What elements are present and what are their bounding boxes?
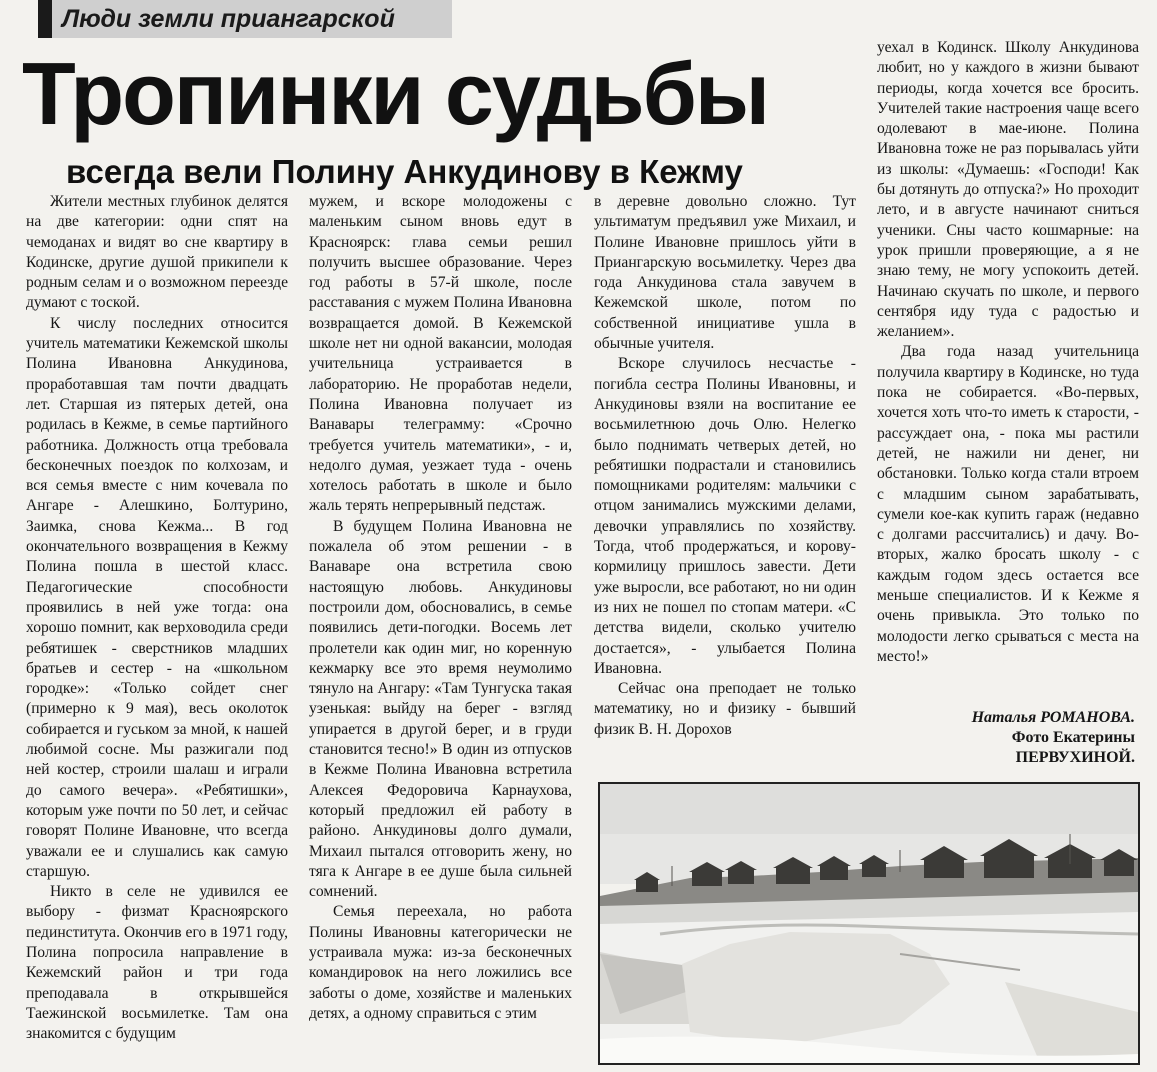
author-signature: Наталья РОМАНОВА. <box>971 709 1135 726</box>
photographer-name: ПЕРВУХИНОЙ. <box>1015 749 1135 766</box>
village-winter-photo <box>598 782 1140 1065</box>
article-headline: Тропинки судьбы <box>22 44 769 143</box>
paragraph: Семья переехала, но работа Полины Ивановны категорически не устраивала мужа: из-за бесконечных командировок на него ложились все заботы о доме, хозяйстве и маленьких детях, а одному справиться с этим <box>309 903 572 1022</box>
paragraph: К числу последних относится учитель математики Кежемской школы Полина Ивановна Анкудинова, проработавшая там почти двадцать лет. Старшая из пятерых детей, она родилась в Кежме, в семье партийного работника. Должность отца требовала бесконечных поездок по колхозам, и вся семья вместе с ним кочевала по Ангаре - Алешкино, Болтурино, Заимка, снова Кежма... В год окончательного возвращения в Кежму Полина пошла в шестой класс. Педагогические способности проявились в ней уже тогда: она хорошо помнит, как верховодила среди ребятишек - сверстников младших братьев и сестер - на «школьном городке»: «Только сойдет снег (примерно к 9 мая), весь околоток собирается и гуськом за мной, к нашей любимой сосне. Мы разжигали под ней костер, строили шалаш и играли до самого вечера». «Ребятишки», которым уже почти по 50 лет, и сейчас говорят Полине Ивановне, что всегда уважали ее и слушались как самую старшую. <box>26 314 288 880</box>
paragraph: В будущем Полина Ивановна не пожалела об этом решении - в Ванаваре она встретила свою настоящую любовь. Анкудиновы построили дом, обосновались, в семье появились дети-погодки. Восемь лет пролетели как один миг, но коренную кежмарку все это время неумолимо тянуло на Ангару: «Там Тунгуска такая узенькая: выйду на берег - взгляд упирается в другой берег, и в груди становится тесно!» В один из отпусков в Кежме Полина Ивановна встретила Алексея Федоровича Карнаухова, который предложил ей работу в районо. Анкудиновы долго думали, Михаил пытался отговорить жену, но тяга к Ангаре в ее душе была сильней сомнений. <box>309 517 572 901</box>
paragraph: в деревне довольно сложно. Тут ультиматум предъявил уже Михаил, и Полине Ивановне пришлось уйти в Приангарскую восьмилетку. Через два года Анкудинова стала завучем в Кежемской школе, потом по собственной инициативе ушла в обычные учителя. <box>594 193 856 353</box>
photo-credit: Фото Екатерины <box>1011 729 1135 746</box>
paragraph: Жители местных глубинок делятся на две категории: одни спят на чемоданах и видят во сне квартиру в Кодинске, другие душой прикипели к родным селам и о возможном переезде думают с тоской. <box>26 193 288 312</box>
section-rubric: Люди земли приангарской <box>38 0 452 38</box>
paragraph: Никто в селе не удивился ее выбору - физмат Красноярского пединститута. Окончив его в 1971 году, Полина попросила направление в Кежемский район и три года преподавала в открывшейся Таежинской восьмилетке. Там она знакомится с будущим <box>26 883 288 1043</box>
paragraph: Вскоре случилось несчастье - погибла сестра Полины Ивановны, и Анкудиновы взяли на воспитание ее восьмилетнюю дочь Олю. Нелегко было поднимать четверых детей, но ребятишки подрастали и становились помощниками родителям: мальчики с отцом занимались мужскими делами, девочки управлялись по хозяйству. Тогда, чтоб продержаться, и корову-кормилицу пришлось завести. Дети уже выросли, все работают, но ни один из них не пошел по стопам матери. «С детства видели, сколько учителю достается», - улыбается Полина Ивановна. <box>594 355 856 677</box>
text-column-3 <box>594 192 856 772</box>
paragraph: уехал в Кодинск. Школу Анкудинова любит, но у каждого в жизни бывают периоды, когда хочется все бросить. Учителей такие настроения чаще всего одолевают в мае-июне. Полина Ивановна тоже не раз порывалась уйти из школы: «Думаешь: «Господи! Как бы дотянуть до отпуска?» Но проходит лето, и в августе начинают сниться ученики. Сны часто кошмарные: на урок пришли проверяющие, а я не знаю тему, не могу успокоить детей. Начинаю скучать по школе, и первого сентября иду туда с радостью и желанием». <box>877 39 1139 341</box>
text-column-4 <box>877 38 1139 698</box>
paragraph: Сейчас она преподает не только математику, но и физику - бывший физик В. Н. Дорохов <box>594 680 856 738</box>
text-column-1 <box>26 192 288 1072</box>
paragraph: мужем, и вскоре молодожены с маленьким сыном вновь едут в Красноярск: глава семьи решил получить высшее образование. Через год работы в 57-й школе, после расставания с мужем Полина Ивановна возвращается домой. В Кежемской школе нет ни одной вакансии, молодая учительница устраивается в лабораторию. Не проработав недели, Полина Ивановна получает из Ванавары телеграмму: «Срочно требуется учитель математики», - и, недолго думая, уезжает туда - очень хотелось работать в школе и было жаль терять непрерывный педстаж. <box>309 193 572 515</box>
photo-illustration <box>600 784 1138 1063</box>
article-subheadline: всегда вели Полину Анкудинову в Кежму <box>66 153 743 190</box>
paragraph: Два года назад учительница получила квартиру в Кодинске, но туда пока не собирается. «Во-первых, хочется хоть что-то иметь к старости, - рассуждает она, - пока мы растили детей, не нажили ни денег, ни обстановки. Только когда стали втроем с младшим сыном зарабатывать, сумели кое-как купить гараж (недавно с долгами рассчитались) и дачу. Во-вторых, жалко бросать школу - с каждым годом здесь остается все меньше специалистов. И к Кежме я очень привыкла. Это только по молодости легко срываться с места на место!» <box>877 343 1139 665</box>
text-column-2 <box>309 192 572 1072</box>
